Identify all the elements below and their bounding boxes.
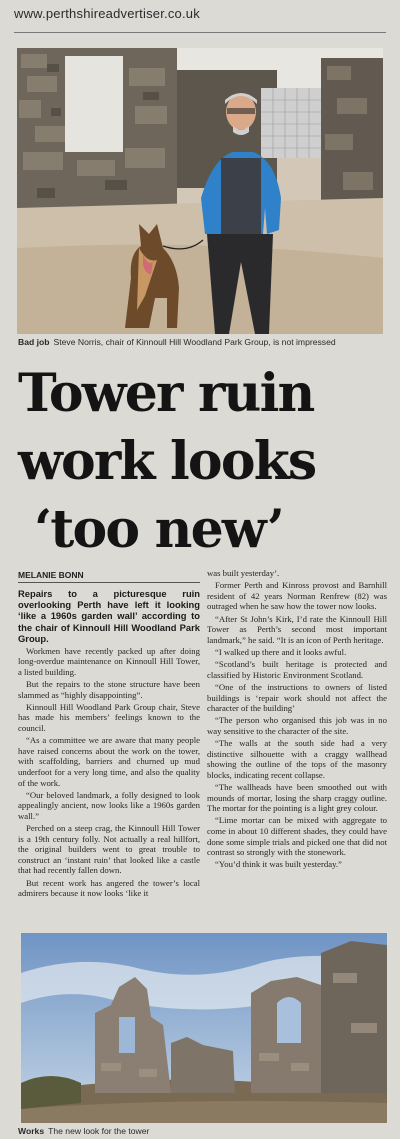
paragraph: “One of the instructions to owners of listed buildings is ‘repair work should not affect the character of the building’	[207, 681, 387, 714]
paragraph: Former Perth and Kinross provost and Barnhill resident of 42 years Norman Renfrew (82) was outraged when he saw how the tower now looks.	[207, 580, 387, 612]
paragraph: “Lime mortar can be mixed with aggregate to come in about 10 different shades, they could have done some simple trials and picked one that did not contrast so strongly with the stonework.	[207, 815, 387, 858]
header-rule	[14, 32, 386, 33]
caption-label: Bad job	[18, 337, 50, 347]
paragraph: was built yesterday’.	[207, 568, 280, 578]
byline: MELANIE BONN	[18, 570, 84, 580]
photo-top-caption	[18, 337, 336, 347]
paragraph: “You’d think it was built yesterday.”	[215, 859, 342, 870]
photo-bottom-caption	[18, 1126, 149, 1136]
paragraph: Kinnoull Hill Woodland Park Group chair, Steve has made his members’ feelings known to the council.	[18, 701, 200, 733]
paragraph: But recent work has angered the tower’s local admirers because it now looks ‘like it	[18, 877, 200, 899]
paragraph: “The wallheads have been smoothed out with mounds of mortar, losing the sharp craggy outline. The mortar for the pointing is a light grey colour.	[207, 782, 387, 814]
caption-text: Steve Norris, chair of Kinnoull Hill Woodland Park Group, is not impressed	[53, 337, 336, 347]
paragraph: “After St John’s Kirk, I’d rate the Kinnoull Hill Tower as Perth’s second most important landmark,” he said. “It is an icon of Perth heritage.	[207, 613, 387, 645]
caption-label: Works	[18, 1126, 45, 1136]
paragraph: But the repairs to the stone structure have been slammed as “highly disappointing”.	[18, 678, 200, 700]
paragraph: Perched on a steep crag, the Kinnoull Hill Tower is a 19th century folly. Not actually a real hillfort, the original builders went to great trouble to construct an ‘instant ruin’ that looked like a castle that had recently fallen down.	[18, 823, 200, 876]
paragraph: “Scotland’s built heritage is protected and classified by Historic Environment Scotland.	[207, 659, 387, 680]
standfirst: Repairs to a picturesque ruin overlooking Perth have left it looking ‘like a 1960s garden wall’ according to the chair of Kinnoull Hill Woodland Park Group.	[18, 588, 200, 644]
paragraph: “I walked up there and it looks awful.	[215, 646, 347, 657]
paragraph: Workmen have recently packed up after doing long-overdue maintenance on Kinnoull Hill Tower, a listed building.	[18, 645, 200, 677]
paragraph: “The person who organised this job was in no way sensitive to the character of the site.	[207, 715, 387, 736]
headline-line-3: ‘too new’	[34, 499, 284, 560]
headline-line-2: work looks	[18, 431, 316, 492]
headline-line-1: Tower ruin	[18, 363, 314, 424]
photo-man-with-dog	[17, 48, 383, 334]
article-column-right	[207, 568, 387, 872]
paragraph: “As a committee we are aware that many people have raised concerns about the work on the tower, with scaffolding, barriers and churned up mud underfoot for a very long time, and also the quality of the work.	[18, 735, 200, 788]
byline-rule	[18, 582, 200, 583]
headline	[18, 360, 386, 564]
paragraph: “The walls at the south side had a very distinctive silhouette with a craggy wallhead showing the outline of the tops of the masonry blocks, indicating recent collapse.	[207, 738, 387, 780]
paragraph: “Our beloved landmark, a folly designed to look appealingly ancient, now looks like a 1960s garden wall.”	[18, 789, 200, 821]
photo-tower-ruin	[21, 933, 387, 1123]
caption-text: The new look for the tower	[48, 1126, 150, 1136]
website-url: www.perthshireadvertiser.co.uk	[14, 6, 200, 21]
article-column-left	[18, 588, 200, 900]
